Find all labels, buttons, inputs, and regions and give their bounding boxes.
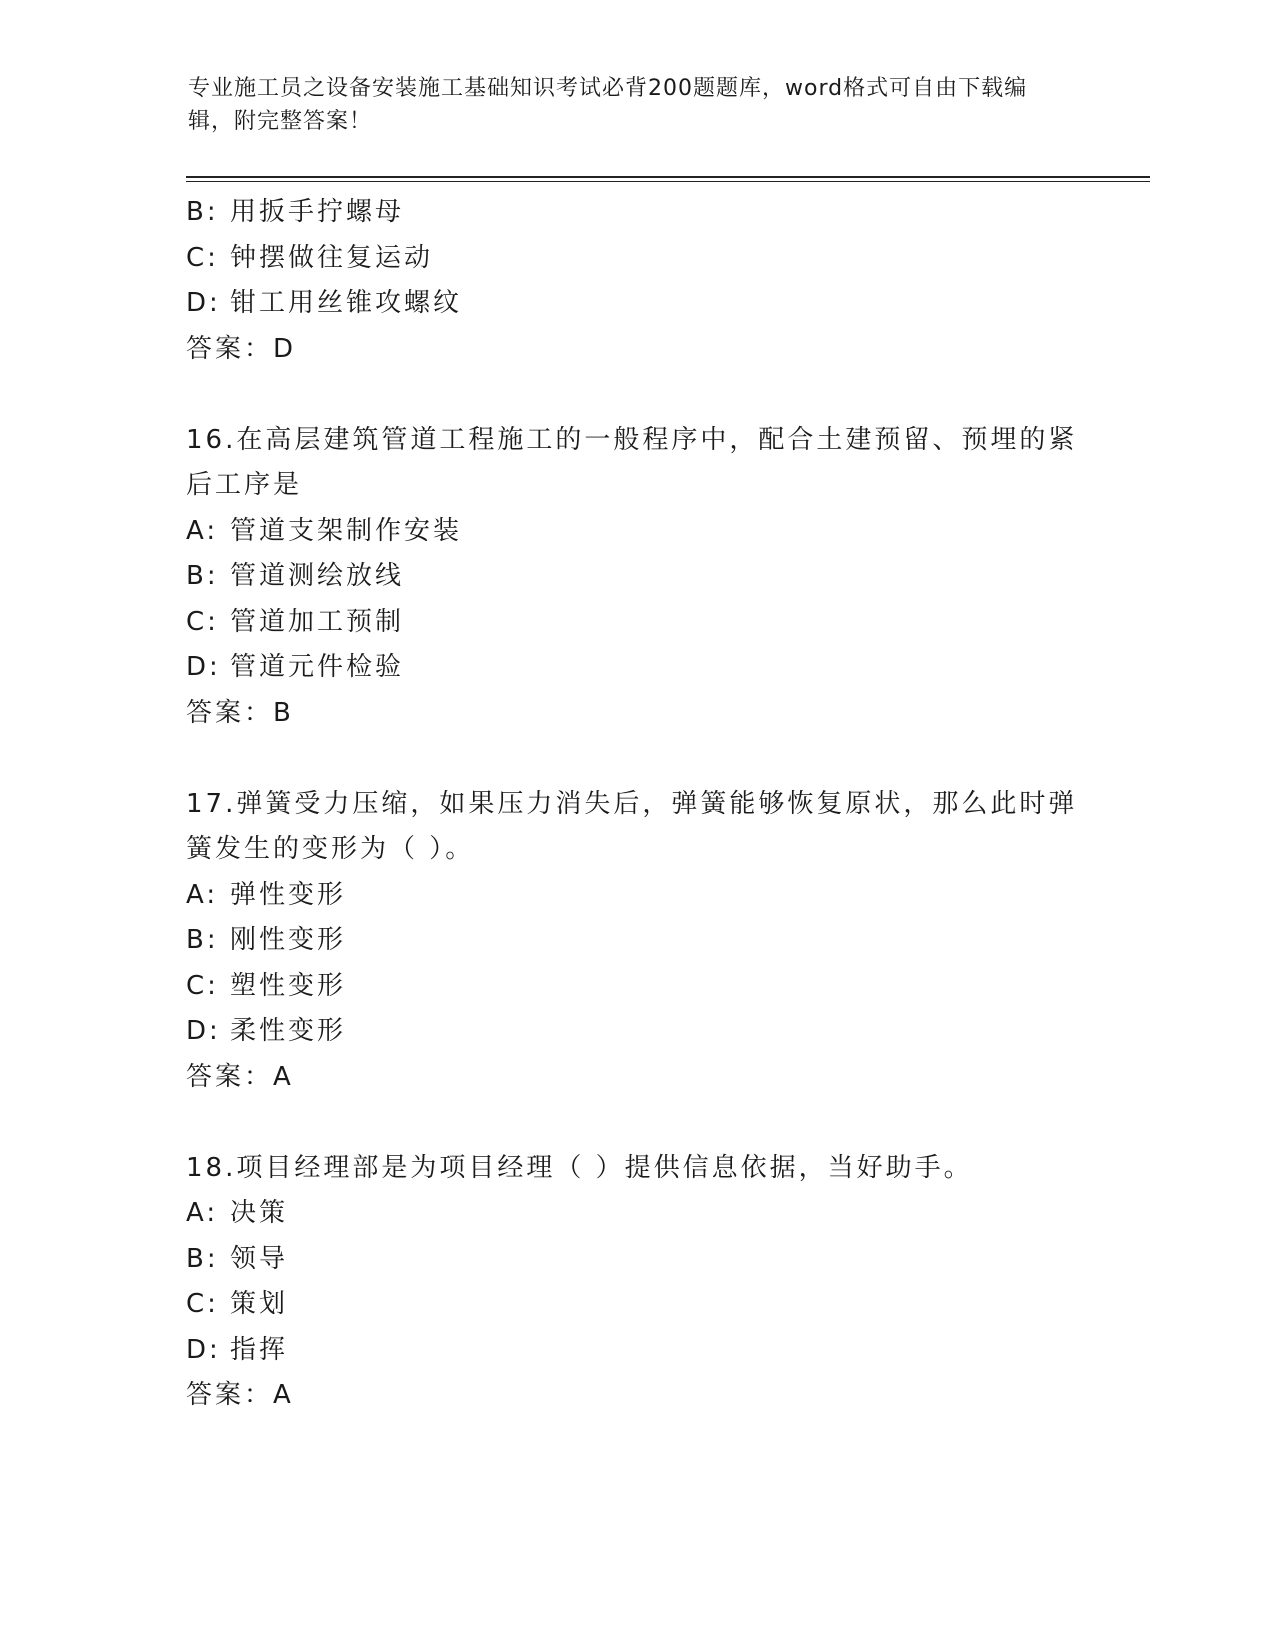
option-key: D: <box>186 1334 221 1365</box>
question-block-16 <box>186 418 1086 737</box>
answer-line: 答案：A <box>186 1380 294 1410</box>
option-row <box>186 600 1086 646</box>
question-text: 16.在高层建筑管道工程施工的一般程序中，配合土建预留、预埋的紧后工序是 <box>186 424 1078 500</box>
option-row <box>186 554 1086 600</box>
option-key: C: <box>186 1289 219 1319</box>
option-text: 管道加工预制 <box>230 606 405 637</box>
option-row <box>186 509 1086 555</box>
option-row <box>186 281 1086 327</box>
option-text: 塑性变形 <box>230 970 347 1001</box>
option-key: C: <box>186 606 219 637</box>
question-text: 18.项目经理部是为项目经理（ ）提供信息依据，当好助手。 <box>186 1152 973 1183</box>
option-key: B: <box>186 1243 219 1274</box>
spacer <box>186 1100 1086 1146</box>
question-block-18 <box>186 1146 1086 1419</box>
header-text: 专业施工员之设备安装施工基础知识考试必背200题题库，word格式可自由下载编辑，附完整答案！ <box>188 76 1028 134</box>
option-row <box>186 236 1086 282</box>
option-row <box>186 1282 1086 1328</box>
option-text: 钳工用丝锥攻螺纹 <box>230 288 463 318</box>
option-row <box>186 1237 1086 1283</box>
option-row <box>186 645 1086 691</box>
answer-line: 答案：A <box>186 1061 294 1092</box>
answer-line: 答案：B <box>186 697 294 728</box>
option-key: A: <box>186 1198 219 1228</box>
option-text: 柔性变形 <box>230 1016 347 1046</box>
option-key: B: <box>186 197 219 227</box>
option-text: 用扳手拧螺母 <box>230 197 405 227</box>
question-block-partial <box>186 190 1086 372</box>
option-key: D: <box>186 1016 221 1046</box>
spacer <box>186 736 1086 782</box>
question-list <box>186 190 1086 1419</box>
option-key: A: <box>186 879 219 910</box>
option-text: 决策 <box>230 1198 289 1228</box>
option-text: 领导 <box>230 1243 289 1274</box>
question-block-17 <box>186 782 1086 1101</box>
option-row <box>186 873 1086 919</box>
option-key: B: <box>186 925 219 955</box>
option-row <box>186 1009 1086 1055</box>
option-row <box>186 190 1086 236</box>
option-text: 策划 <box>230 1289 289 1319</box>
option-key: A: <box>186 515 219 546</box>
header-rule-thin <box>186 181 1150 182</box>
option-text: 管道支架制作安装 <box>230 515 463 546</box>
option-row <box>186 1328 1086 1374</box>
answer-line: 答案：D <box>186 333 297 364</box>
option-text: 指挥 <box>230 1334 289 1365</box>
option-row <box>186 964 1086 1010</box>
option-text: 弹性变形 <box>230 879 347 910</box>
option-key: C: <box>186 242 219 273</box>
option-text: 管道测绘放线 <box>230 561 405 591</box>
option-key: D: <box>186 652 221 682</box>
header-rule <box>186 176 1150 178</box>
option-key: C: <box>186 970 219 1001</box>
document-header <box>188 72 1068 138</box>
question-text: 17.弹簧受力压缩，如果压力消失后，弹簧能够恢复原状，那么此时弹簧发生的变形为（ ）。 <box>186 788 1078 864</box>
option-text: 刚性变形 <box>230 925 347 955</box>
option-text: 钟摆做往复运动 <box>230 242 434 273</box>
option-row <box>186 918 1086 964</box>
option-key: B: <box>186 561 219 591</box>
spacer <box>186 372 1086 418</box>
option-row <box>186 1191 1086 1237</box>
option-text: 管道元件检验 <box>230 652 405 682</box>
option-key: D: <box>186 288 221 318</box>
